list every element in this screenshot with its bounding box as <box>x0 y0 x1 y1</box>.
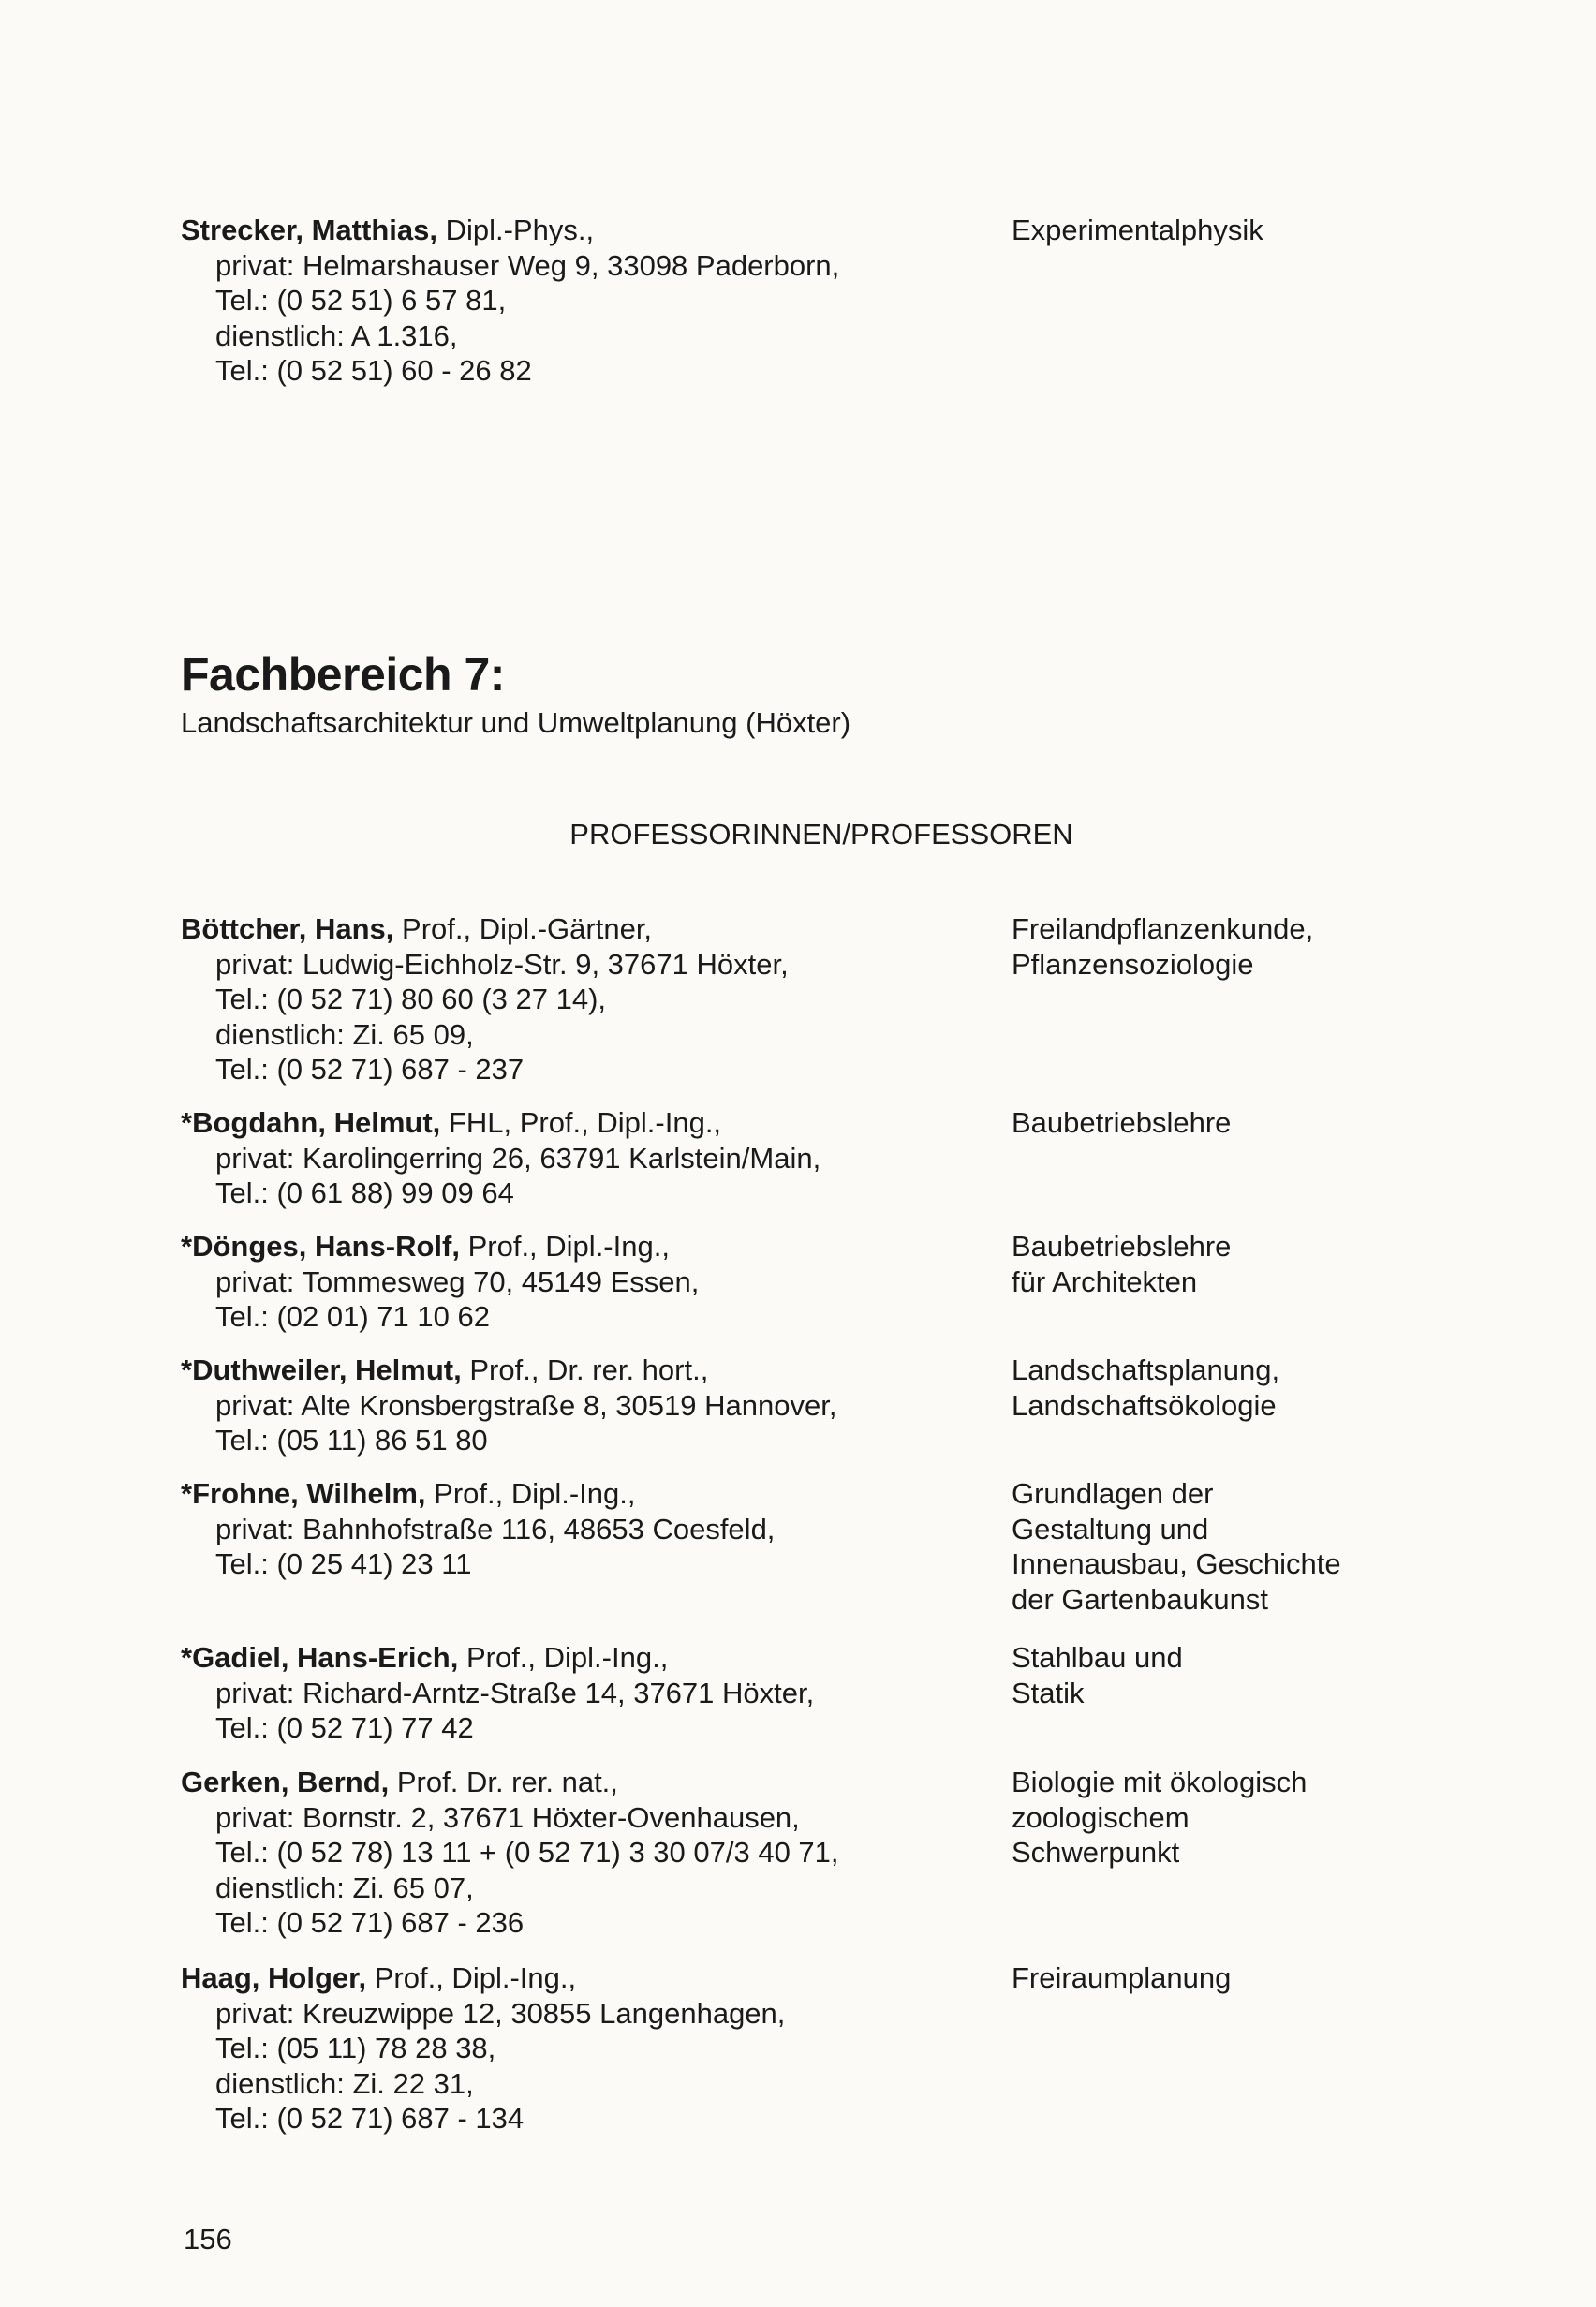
entry-line: privat: Richard-Arntz-Straße 14, 37671 Höxter, <box>215 1676 815 1709</box>
field-line: Baubetriebslehre <box>1012 1106 1232 1139</box>
department-title: Fachbereich 7: <box>181 648 505 701</box>
entry-name: *Bogdahn, Helmut, <box>181 1106 441 1139</box>
field-line: Pflanzensoziologie <box>1012 947 1254 981</box>
entry-heading-line <box>181 1229 958 1264</box>
field-line: Experimentalphysik <box>1012 214 1264 246</box>
entry-heading-line <box>181 1640 958 1676</box>
entry-line: Tel.: (0 52 71) 687 - 134 <box>215 2102 525 2135</box>
entry-title: Prof., Dipl.-Ing., <box>434 1477 636 1510</box>
field-line: Innenausbau, Geschichte <box>1012 1547 1341 1580</box>
entry-details <box>181 911 958 1087</box>
entry-field <box>1012 1640 1405 1710</box>
entry-line: Tel.: (0 52 51) 60 - 26 82 <box>215 354 532 387</box>
entry-line: Tel.: (0 52 51) 6 57 81, <box>215 284 507 317</box>
entry-name: *Frohne, Wilhelm, <box>181 1477 426 1510</box>
entry-field <box>1012 1765 1405 1871</box>
field-line: zoologischem <box>1012 1800 1190 1834</box>
entry-details <box>181 1353 958 1458</box>
entry-line: Tel.: (0 25 41) 23 11 <box>215 1547 472 1580</box>
field-line: Schwerpunkt <box>1012 1836 1180 1869</box>
entry-field <box>1012 1105 1405 1141</box>
entry-line: privat: Helmarshauser Weg 9, 33098 Paderborn, <box>215 248 840 282</box>
entry-line: privat: Ludwig-Eichholz-Str. 9, 37671 Höxter, <box>215 947 789 981</box>
entry-line: Tel.: (02 01) 71 10 62 <box>215 1300 490 1333</box>
entry-details <box>181 1640 958 1746</box>
entry-title: FHL, Prof., Dipl.-Ing., <box>448 1106 722 1139</box>
entry-details <box>181 1105 958 1211</box>
entry-line: Tel.: (0 52 71) 687 - 236 <box>215 1906 525 1939</box>
entry-line: dienstlich: Zi. 65 09, <box>215 1017 474 1051</box>
entry-name: Böttcher, Hans, <box>181 912 394 945</box>
field-line: Freilandpflanzenkunde, <box>1012 912 1314 945</box>
entry-line: Tel.: (0 52 78) 13 11 + (0 52 71) 3 30 07/3 40 71, <box>215 1836 839 1869</box>
entry-line: dienstlich: Zi. 65 07, <box>215 1871 474 1904</box>
entry-line: privat: Alte Kronsbergstraße 8, 30519 Hannover, <box>215 1388 837 1422</box>
entry-heading-line <box>181 1105 958 1141</box>
field-line: Statik <box>1012 1676 1085 1709</box>
entry-title: Dipl.-Phys., <box>445 214 595 246</box>
entry-name: *Duthweiler, Helmut, <box>181 1353 462 1386</box>
entry-line: Tel.: (05 11) 78 28 38, <box>215 2032 496 2064</box>
entry-line: Tel.: (0 61 88) 99 09 64 <box>215 1176 514 1209</box>
field-line: Biologie mit ökologisch <box>1012 1766 1308 1798</box>
entry-line: Tel.: (0 52 71) 77 42 <box>215 1711 474 1744</box>
field-line: Baubetriebslehre <box>1012 1230 1232 1263</box>
entry-name: *Gadiel, Hans-Erich, <box>181 1641 459 1674</box>
entry-details <box>181 1765 958 1941</box>
entry-line: Tel.: (0 52 71) 80 60 (3 27 14), <box>215 983 607 1015</box>
entry-heading-line <box>181 911 958 947</box>
entry-title: Prof., Dipl.-Gärtner, <box>402 912 653 945</box>
entry-line: dienstlich: A 1.316, <box>215 318 458 352</box>
entry-field <box>1012 213 1405 248</box>
entry-title: Prof., Dr. rer. hort., <box>469 1353 709 1386</box>
page-number: 156 <box>184 2223 232 2255</box>
entry-heading-line <box>181 1476 958 1512</box>
entry-line: Tel.: (0 52 71) 687 - 237 <box>215 1053 525 1086</box>
entry-line: privat: Bornstr. 2, 37671 Höxter-Ovenhausen, <box>215 1800 800 1834</box>
entry-field <box>1012 1229 1405 1299</box>
field-line: Grundlagen der <box>1012 1477 1214 1510</box>
entry-field <box>1012 911 1405 982</box>
entry-details <box>181 1960 958 2137</box>
entry-line: privat: Karolingerring 26, 63791 Karlstein/Main, <box>215 1141 821 1175</box>
entry-heading-line <box>181 213 958 248</box>
section-title: PROFESSORINNEN/PROFESSOREN <box>569 818 1073 850</box>
entry-field <box>1012 1960 1405 1996</box>
entry-heading-line <box>181 1960 958 1996</box>
entry-details <box>181 1229 958 1335</box>
entry-heading-line <box>181 1765 958 1800</box>
entry-line: privat: Tommesweg 70, 45149 Essen, <box>215 1264 700 1298</box>
entry-name: Strecker, Matthias, <box>181 214 437 246</box>
field-line: für Architekten <box>1012 1264 1198 1298</box>
entry-title: Prof., Dipl.-Ing., <box>467 1230 670 1263</box>
field-line: der Gartenbaukunst <box>1012 1582 1269 1616</box>
field-line: Stahlbau und <box>1012 1641 1183 1674</box>
department-subtitle: Landschaftsarchitektur und Umweltplanung (Höxter) <box>181 706 851 739</box>
entry-title: Prof. Dr. rer. nat., <box>396 1766 618 1798</box>
entry-name: Gerken, Bernd, <box>181 1766 390 1798</box>
entry-title: Prof., Dipl.-Ing., <box>466 1641 669 1674</box>
entry-field <box>1012 1353 1405 1423</box>
field-line: Freiraumplanung <box>1012 1961 1232 1994</box>
entry-name: Haag, Holger, <box>181 1961 367 1994</box>
entry-details <box>181 213 958 389</box>
entry-heading-line <box>181 1353 958 1388</box>
field-line: Landschaftsplanung, <box>1012 1353 1280 1386</box>
field-line: Landschaftsökologie <box>1012 1388 1277 1422</box>
entry-title: Prof., Dipl.-Ing., <box>374 1961 577 1994</box>
entry-line: privat: Bahnhofstraße 116, 48653 Coesfeld, <box>215 1512 776 1545</box>
entry-name: *Dönges, Hans-Rolf, <box>181 1230 460 1263</box>
field-line: Gestaltung und <box>1012 1512 1209 1545</box>
entry-line: privat: Kreuzwippe 12, 30855 Langenhagen, <box>215 1996 786 2030</box>
entry-field <box>1012 1476 1405 1617</box>
entry-details <box>181 1476 958 1582</box>
entry-line: dienstlich: Zi. 22 31, <box>215 2066 474 2100</box>
entry-line: Tel.: (05 11) 86 51 80 <box>215 1424 488 1457</box>
